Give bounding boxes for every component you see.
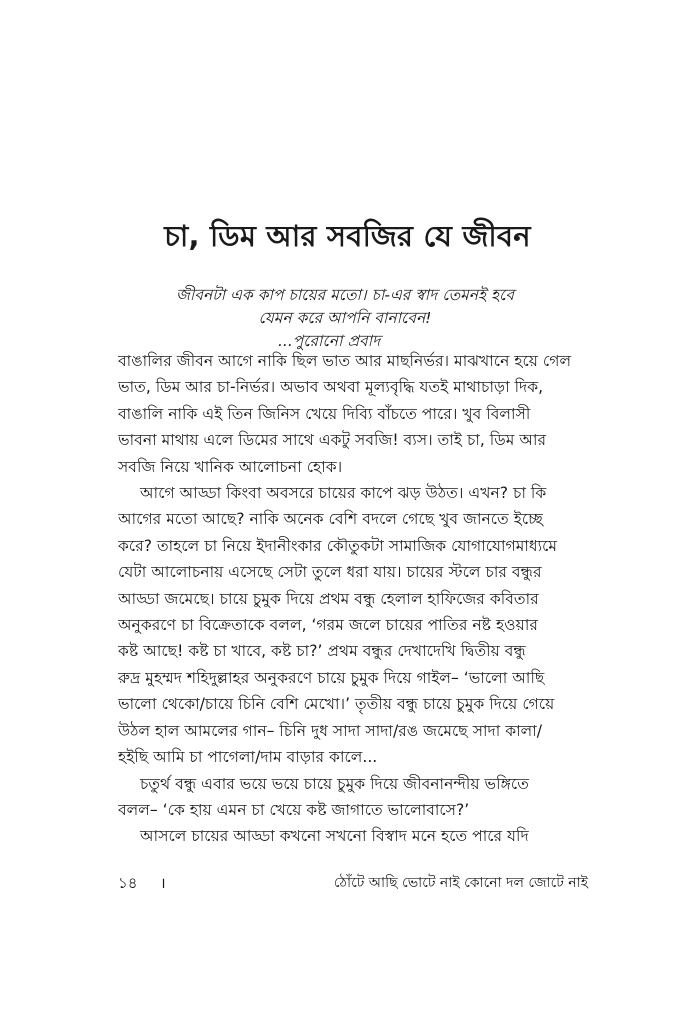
text-line: ভাত, ডিম আর চা-নির্ভর। অভাব অথবা মূল্যবৃদ্ধি যতই মাথাচাড়া দিক, [118,378,544,397]
text-line: করে? তাহলে চা নিয়ে ইদানীংকার কৌতুকটা সামাজিক যোগাযোগমাধ্যমে [118,536,558,555]
epigraph-line: জীবনটা এক কাপ চায়ের মতো। চা-এর স্বাদ তেমনই হবে [176,286,514,304]
paragraph-3 [118,771,590,824]
footer-separator: । [160,874,166,892]
text-line: বাঙালি নাকি এই তিন জিনিস খেয়ে দিব্যি বাঁচতে পারে। খুব বিলাসী [118,404,531,423]
text-line: উঠল হাল আমলের গান– চিনি দুধ সাদা সাদা/রঙ জমেছে সাদা কালা/ [118,721,543,740]
text-line: আড্ডা জমেছে। চায়ে চুমুক দিয়ে প্রথম বন্ধু হেলাল হাফিজের কবিতার [118,589,539,608]
text-line: কষ্ট আছে! কষ্ট চা খাবে, কষ্ট চা?’ প্রথম বন্ধুর দেখাদেখি দ্বিতীয় বন্ধু [118,642,526,661]
epigraph-source: ...পুরোনো প্রবাদ [278,332,381,350]
text-line: সবজি নিয়ে খানিক আলোচনা হোক। [118,457,343,476]
page-footer [118,871,588,895]
paragraph-2 [118,480,590,770]
epigraph [130,284,560,353]
paragraph-1 [118,348,590,480]
running-title: ঠোঁটে আছি ভোটে নাই কোনো দল জোটে নাই [333,875,588,891]
epigraph-line: যেমন করে আপনি বানাবেন! [258,309,432,327]
text-line: আগে আড্ডা কিংবা অবসরে চায়ের কাপে ঝড় উঠত। এখন? চা কি [140,484,547,503]
text-line: হইছি আমি চা পাগেলা/দাম বাড়ার কালে... [118,748,378,767]
text-line: ভাবনা মাথায় এলে ডিমের সাথে একটু সবজি! ব্যস। তাই চা, ডিম আর [118,431,547,450]
chapter-title: চা, ডিম আর সবজির যে জীবন [164,219,531,253]
text-line: রুদ্র মুহম্মদ শহিদুল্লাহর অনুকরণে চায়ে চুমুক দিয়ে গাইল– ‘ভালো আছি [118,668,545,687]
text-line: বাঙালির জীবন আগে নাকি ছিল ভাত আর মাছনির্ভর। মাঝখানে হয়ে গেল [118,352,572,370]
text-line: বলল– ‘কে হায় এমন চা খেয়ে কষ্ট জাগাতে ভালোবাসে?’ [118,800,470,819]
text-line: চতুর্থ বন্ধু এবার ভয়ে ভয়ে চায়ে চুমুক দিয়ে জীবনানন্দীয় ভঙ্গিতে [140,774,529,793]
page-number: ১৪ [118,874,138,892]
body-text [118,348,590,850]
text-line: যেটা আলোচনায় এসেছে সেটা তুলে ধরা যায়। চায়ের স্টলে চার বন্ধুর [118,563,542,582]
text-line: ভালো থেকো/চায়ে চিনি বেশি মেখো।’ তৃতীয় বন্ধু চায়ে চুমুক দিয়ে গেয়ে [118,695,555,714]
text-line: অনুকরণে চা বিক্রেতাকে বলল, ‘গরম জলে চায়ের পাতির নষ্ট হওয়ার [118,616,538,635]
paragraph-4 [118,823,590,849]
text-line: আগের মতো আছে? নাকি অনেক বেশি বদলে গেছে খুব জানতে ইচ্ছে [118,510,543,529]
text-line: আসলে চায়ের আড্ডা কখনো সখনো বিস্বাদ মনে হতে পারে যদি [140,827,529,846]
